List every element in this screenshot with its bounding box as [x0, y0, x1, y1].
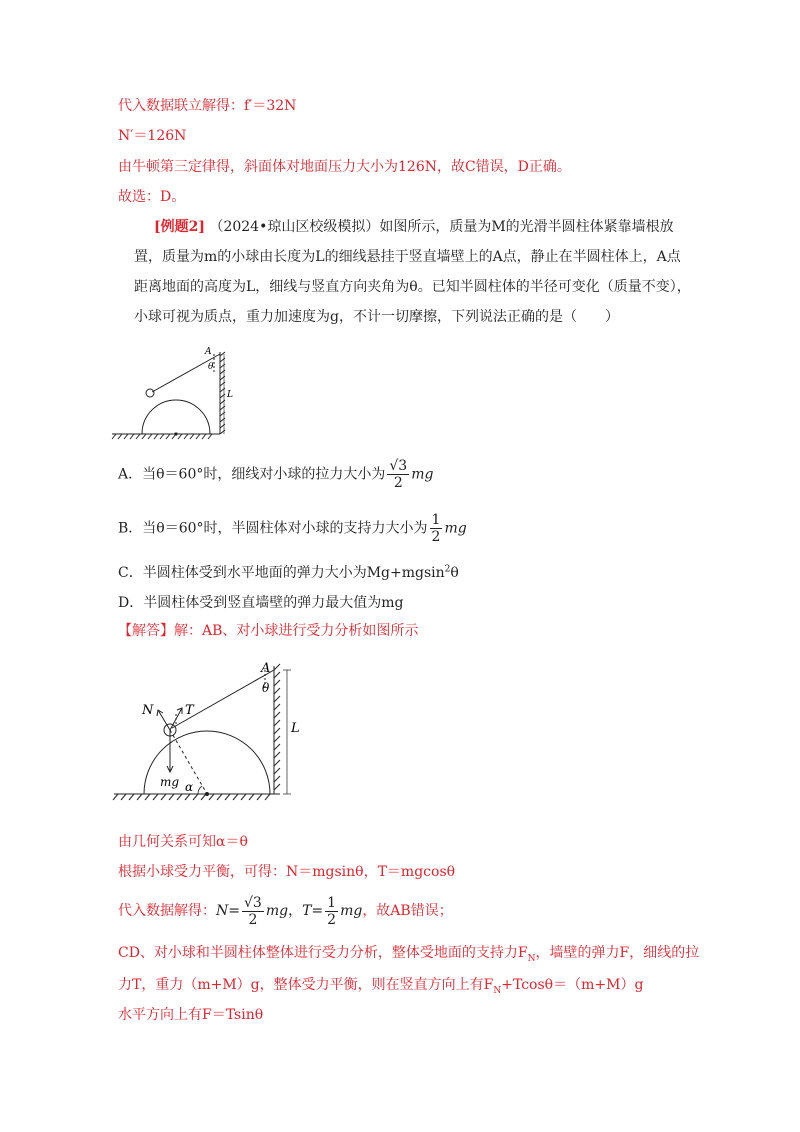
fig2-N-label: N — [142, 703, 154, 718]
wall-hatch-2 — [274, 664, 280, 790]
force-N-arrow — [158, 710, 170, 730]
figure-2 — [112, 660, 302, 805]
fig2-T-label: T — [185, 703, 194, 718]
string — [152, 354, 220, 392]
semicircle — [142, 400, 210, 434]
answer-tag: 【解答】 — [118, 623, 174, 639]
ground-hatch — [112, 434, 212, 439]
fig2-alpha-label: α — [185, 780, 194, 794]
fig2-mg-label: mg — [160, 775, 180, 789]
ball-1 — [146, 389, 154, 397]
solution-line-5: 力T，重力（m+M）g，整体受力平衡，则在竖直方向上有$F_N+Tcos\theta=(m+M)g$ — [118, 977, 644, 996]
option-b: B．当θ＝60°时，半圆柱体对小球的支持力大小为 $\frac{1}{2}$ mg — [118, 512, 467, 545]
fig1-theta-label: θ — [208, 362, 214, 372]
fig1-L-label: L — [227, 390, 233, 400]
center-dot-2 — [205, 792, 209, 796]
fig1-A-label: A — [205, 347, 212, 357]
solution-line-3: 代入数据解得：N= $\frac{√3}{2}$ mg，T= $\frac{1}{2}$ mg，故AB错误； — [118, 894, 453, 928]
figure-1 — [110, 342, 240, 442]
solution-line-4: CD、对小球和半圆柱体整体进行受力分析，整体受地面的支持力$F_N$，墙壁的弹力F，细线的拉 — [118, 945, 700, 964]
example-text: （2024•琼山区校级模拟）如图所示，质量为M的光滑半圆柱体紧靠墙根放置，质量为m的小球由长度为L的细线悬挂于竖直墙壁上的A点，静止在半圆柱体上，A点距离地面的高度为L，细线与竖直方向夹角为θ。已知半圆柱体的半径可变化（质量不变），小球可视为质点，重力加速度为g，不计一切摩擦，下列说法正确的是（ ） — [134, 219, 691, 325]
option-d: D．半圆柱体受到竖直墙壁的弹力最大值为mg — [118, 595, 404, 611]
answer-intro: 【解答】解：AB、对小球进行受力分析如图所示 — [118, 623, 419, 639]
example-tag: [例题2] — [154, 219, 205, 235]
solution-line-1: 由几何关系可知α＝θ — [118, 834, 248, 850]
solution-line-2: 根据小球受力平衡，可得：N＝mgsinθ，T＝mgcosθ — [118, 864, 456, 880]
prev-line-2: N′＝126N — [118, 128, 187, 144]
option-a: A．当θ＝60°时，细线对小球的拉力大小为 $\frac{√3}{2}$ mg — [118, 458, 434, 491]
solution-line-6: 水平方向上有F＝Tsinθ — [118, 1007, 264, 1023]
prev-line-3: 由牛顿第三定律得，斜面体对地面压力大小为126N，故C错误，D正确。 — [118, 159, 571, 175]
center-dot — [174, 432, 177, 435]
string-2 — [172, 670, 274, 728]
prev-line-1: 代入数据联立解得：f′＝32N — [118, 98, 297, 114]
ground-hatch-2 — [113, 794, 270, 800]
option-c: C．半圆柱体受到水平地面的弹力大小为Mg+mgsin$^2$θ — [118, 564, 459, 581]
example-problem — [134, 212, 694, 332]
fig2-A-label: A — [261, 661, 271, 676]
fig2-theta-label: θ — [262, 681, 270, 695]
prev-line-4: 故选：D。 — [118, 189, 186, 205]
fig2-L-label: L — [291, 721, 300, 736]
